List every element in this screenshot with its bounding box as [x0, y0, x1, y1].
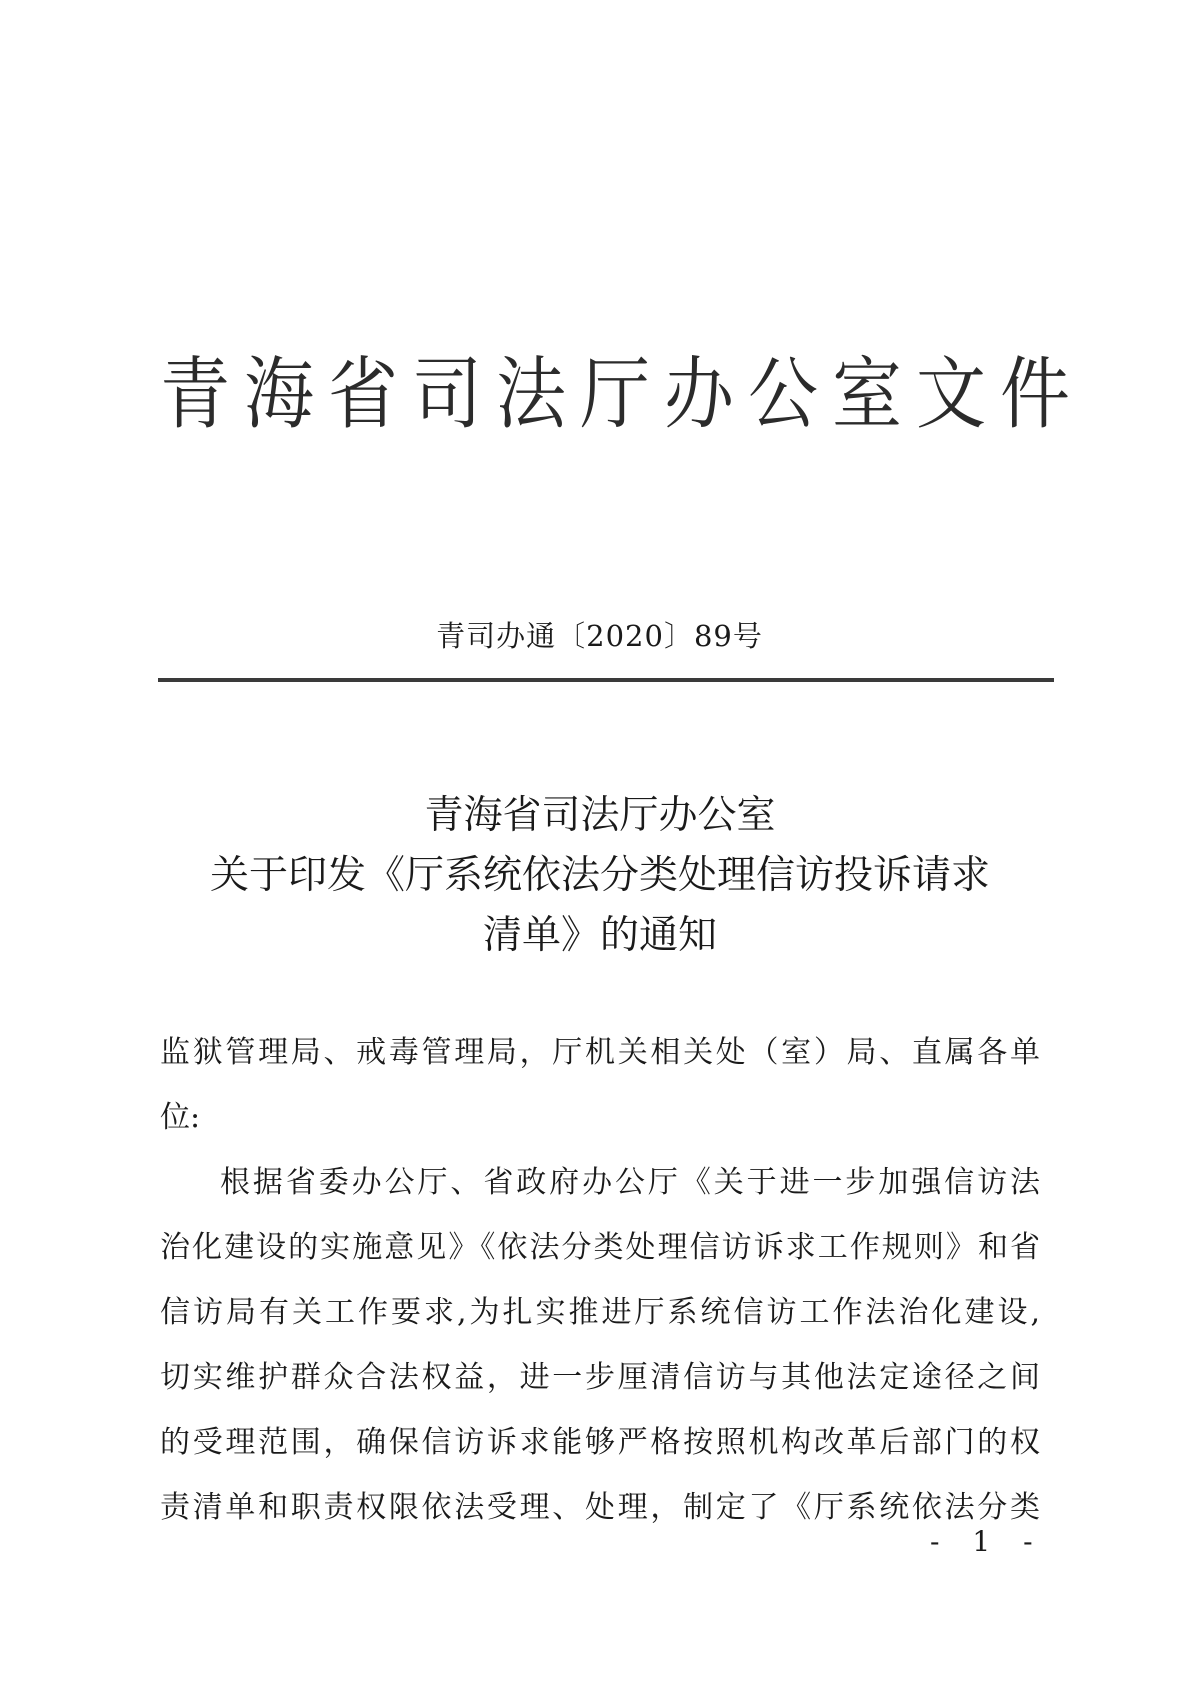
header-divider-line: [158, 678, 1054, 682]
body-line-3: 信访局有关工作要求,为扎实推进厅系统信访工作法治化建设,: [160, 1295, 1040, 1330]
body-line-1: 根据省委办公厅、省政府办公厅《关于进一步加强信访法: [220, 1165, 1040, 1200]
addressee-line-2: 位:: [160, 1100, 201, 1135]
body-line-6: 责清单和职责权限依法受理、处理，制定了《厅系统依法分类: [160, 1490, 1040, 1525]
body-line-2: 治化建设的实施意见》《依法分类处理信访诉求工作规则》和省: [160, 1230, 1040, 1265]
notice-title-line-2: 关于印发《厅系统依法分类处理信访投诉请求: [209, 853, 990, 898]
document-body: [160, 1020, 1040, 1540]
notice-title: [150, 786, 1050, 966]
addressee-line-1: 监狱管理局、戒毒管理局，厅机关相关处（室）局、直属各单: [160, 1035, 1040, 1070]
document-number: 青司办通〔2020〕89号: [436, 619, 763, 653]
page-number: - 1 -: [930, 1525, 1045, 1558]
document-header-title: 青海省司法厅办公室文件: [160, 348, 1084, 441]
notice-title-line-3: 清单》的通知: [482, 913, 717, 958]
body-line-5: 的受理范围，确保信访诉求能够严格按照机构改革后部门的权: [160, 1425, 1040, 1460]
notice-title-line-1: 青海省司法厅办公室: [424, 793, 776, 838]
body-line-4: 切实维护群众合法权益，进一步厘清信访与其他法定途径之间: [160, 1360, 1040, 1395]
